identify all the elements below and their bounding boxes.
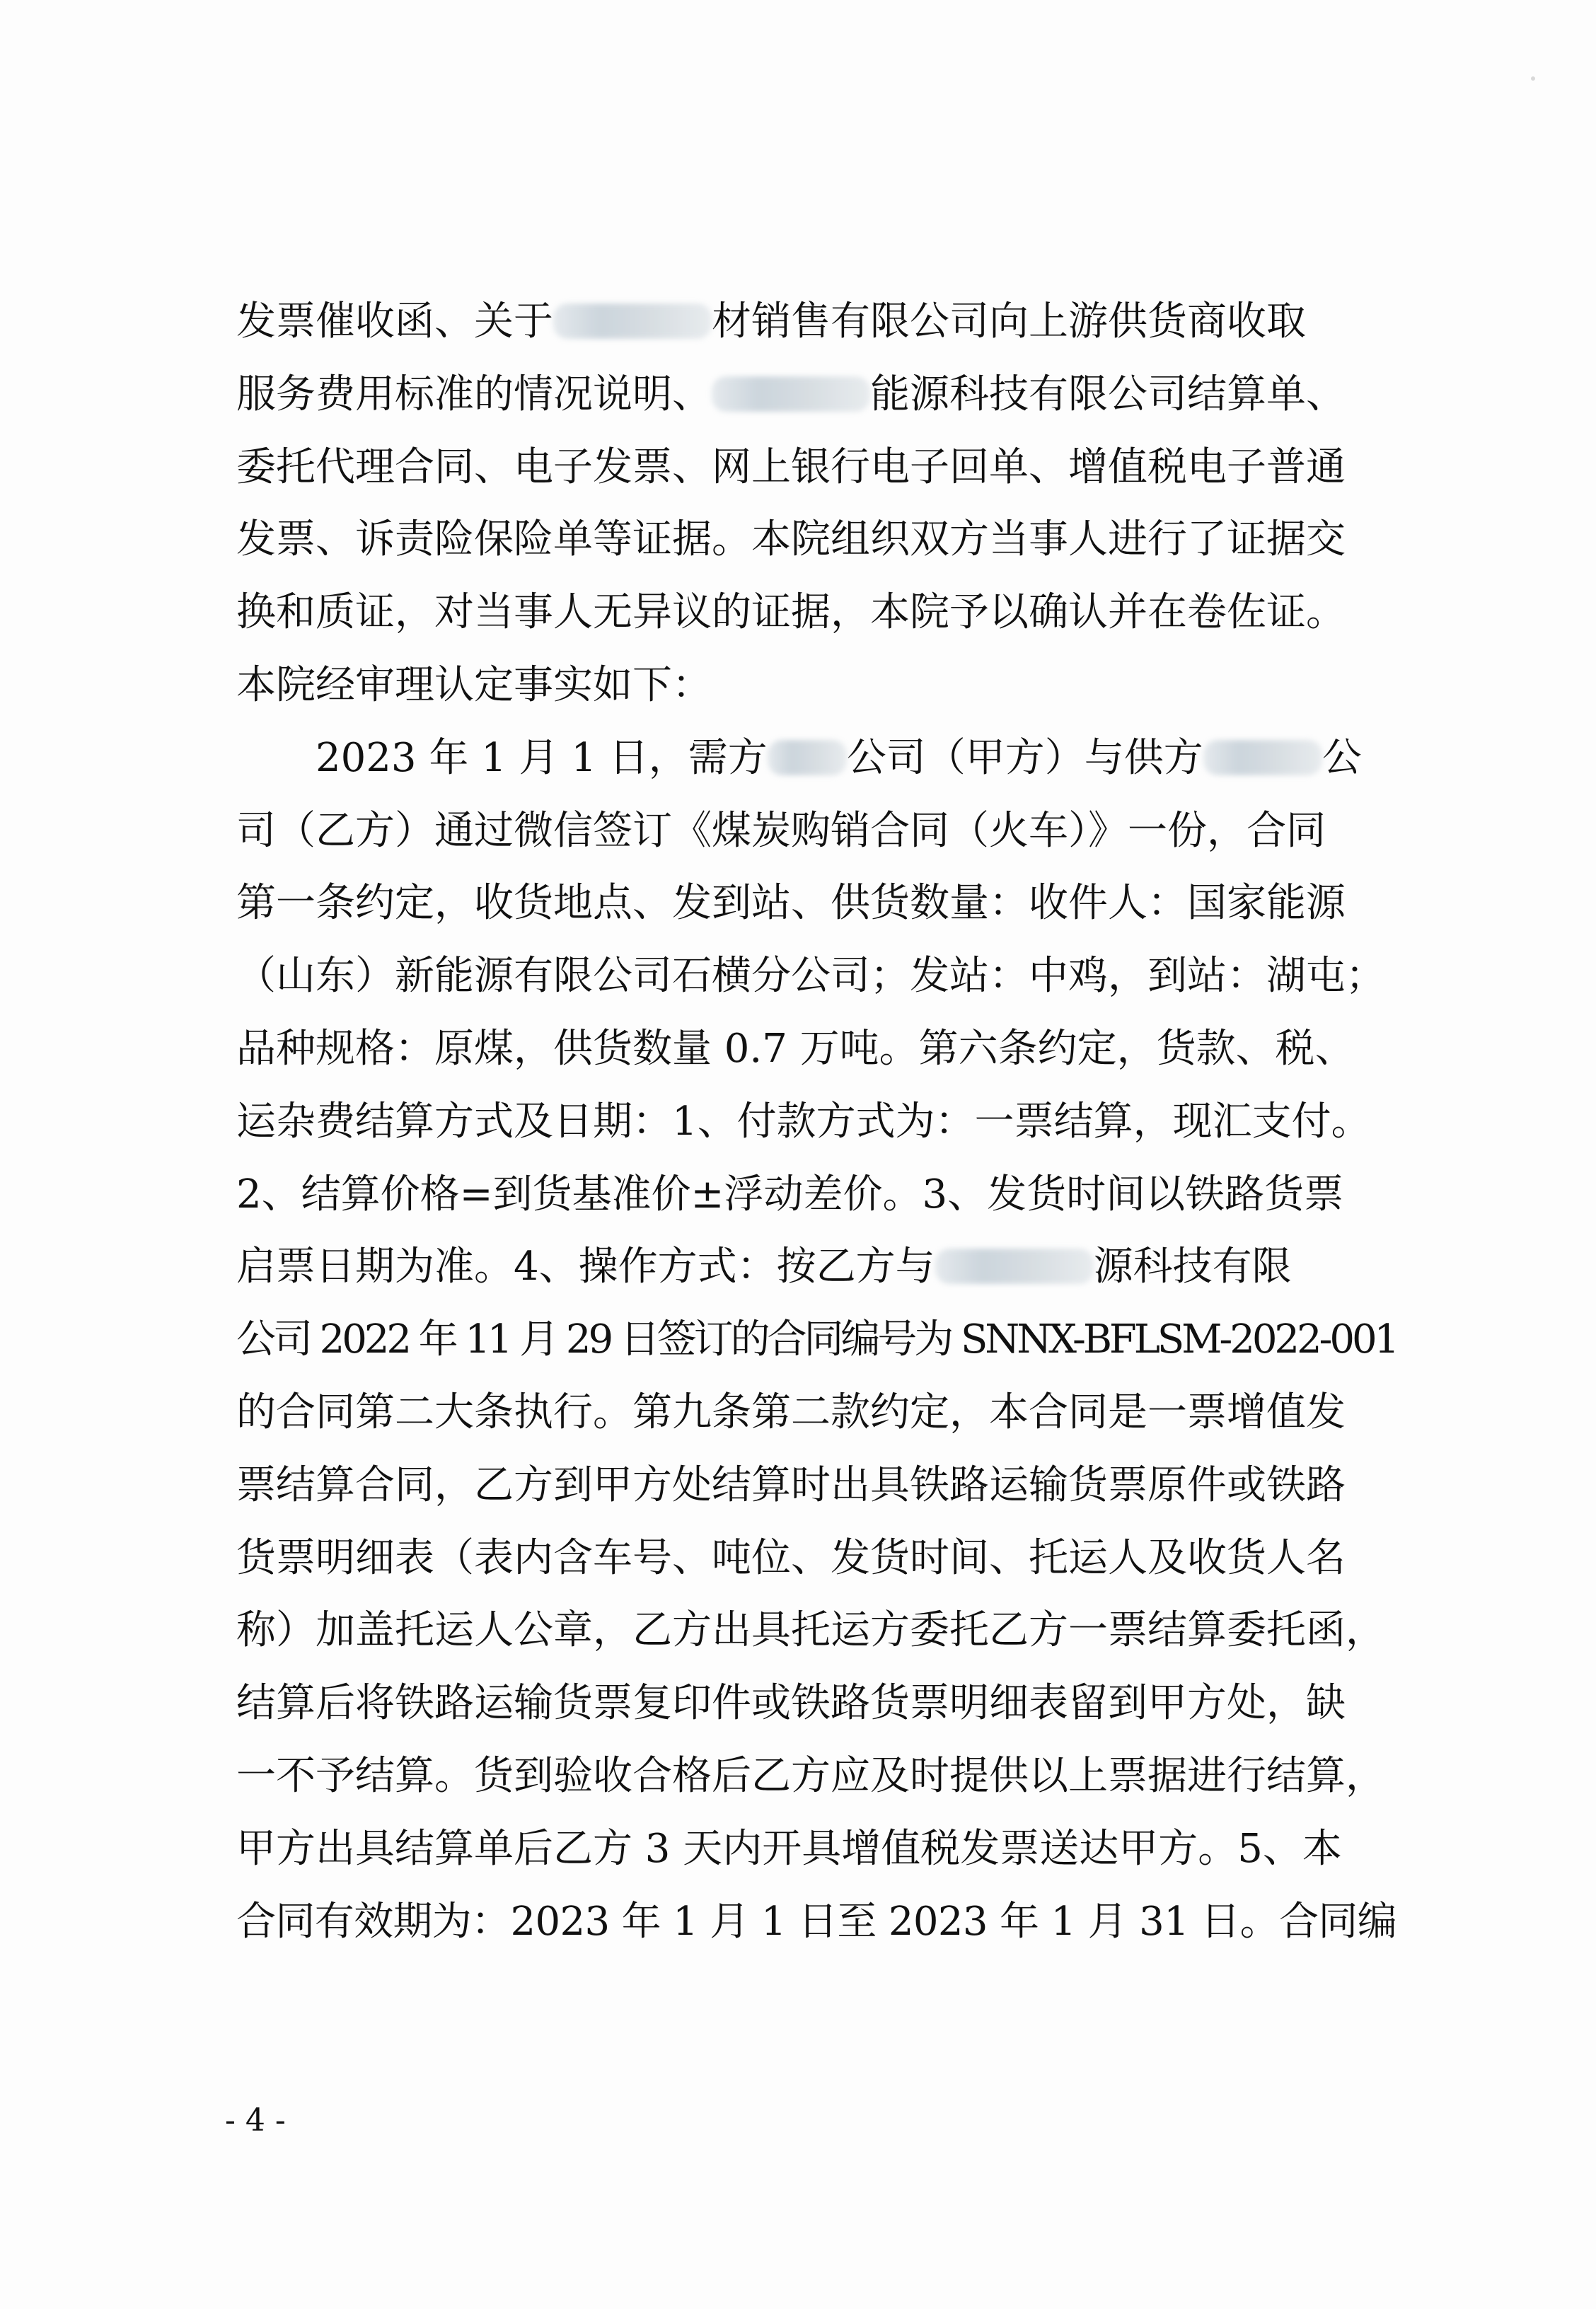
text-segment: 称）加盖托运人公章，乙方出具托运方委托乙方一票结算委托函， — [236, 1607, 1385, 1654]
text-segment: 换和质证，对当事人无异议的证据，本院予以确认并在卷佐证。 — [236, 589, 1346, 636]
text-segment: 甲方出具结算单后乙方 3 天内开具增值税发票送达甲方。5、本 — [236, 1825, 1342, 1872]
text-segment: 的合同第二大条执行。第九条第二款约定，本合同是一票增值发 — [236, 1389, 1346, 1435]
text-segment: 2023 年 1 月 1 日，需方 — [236, 734, 768, 781]
text-segment: 公 — [1322, 734, 1362, 781]
text-segment: 货票明细表（表内含车号、吨位、发货时间、托运人及收货人名 — [236, 1534, 1346, 1581]
text-segment: 运杂费结算方式及日期：1、付款方式为：一票结算，现汇支付。 — [236, 1098, 1371, 1145]
text-segment: 第一条约定，收货地点、发到站、供货数量：收件人：国家能源 — [236, 880, 1346, 927]
text-line — [236, 1013, 1396, 1086]
text-segment: 2、结算价格=到货基准价±浮动差价。3、发货时间以铁路货票 — [236, 1171, 1344, 1217]
text-segment: 公司（甲方）与供方 — [846, 734, 1203, 781]
text-segment: 发票催收函、关于 — [236, 299, 553, 345]
text-line — [236, 359, 1396, 432]
redacted-text — [935, 1249, 1094, 1284]
text-line — [236, 577, 1396, 649]
text-segment: 材销售有限公司向上游供货商收取 — [712, 299, 1306, 345]
text-segment: 启票日期为准。4、操作方式：按乙方与 — [236, 1244, 935, 1290]
text-segment: 本院经审理认定事实如下： — [236, 661, 712, 708]
text-line — [236, 1086, 1396, 1159]
text-line — [236, 1667, 1396, 1740]
text-segment: 司（乙方）通过微信签订《煤炭购销合同（火车）》一份，合同 — [236, 807, 1326, 854]
text-segment: 能源科技有限公司结算单、 — [870, 371, 1346, 417]
text-segment: （山东）新能源有限公司石横分公司；发站：中鸡，到站：湖屯； — [236, 953, 1385, 1000]
text-segment: 票结算合同，乙方到甲方处结算时出具铁路运输货票原件或铁路 — [236, 1462, 1346, 1508]
text-line — [236, 286, 1396, 359]
text-line — [236, 1522, 1396, 1595]
body-text — [236, 286, 1396, 1958]
redacted-text — [712, 376, 870, 412]
text-line — [236, 1449, 1396, 1522]
page-number: - 4 - — [225, 2102, 286, 2139]
text-line — [236, 1159, 1396, 1232]
scan-speck — [1531, 76, 1535, 81]
text-segment: 品种规格：原煤，供货数量 0.7 万吨。第六条约定，货款、税、 — [236, 1025, 1355, 1072]
text-segment: 发票、诉责险保险单等证据。本院组织双方当事人进行了证据交 — [236, 516, 1346, 563]
redacted-text — [553, 303, 712, 339]
text-line — [236, 795, 1396, 868]
text-line — [236, 1595, 1396, 1667]
text-line — [236, 940, 1396, 1013]
text-line — [236, 1231, 1396, 1304]
text-line — [236, 504, 1396, 577]
text-line — [236, 432, 1396, 504]
text-segment: 服务费用标准的情况说明、 — [236, 371, 712, 417]
text-line — [236, 1740, 1396, 1813]
text-segment: 委托代理合同、电子发票、网上银行电子回单、增值税电子普通 — [236, 444, 1346, 490]
redacted-text — [768, 740, 847, 775]
text-line — [236, 1377, 1396, 1449]
redacted-text — [1203, 740, 1322, 775]
text-segment: 源科技有限 — [1093, 1244, 1292, 1290]
text-segment: 公司 2022 年 11 月 29 日签订的合同编号为 SNNX-BFLSM-2022-001 — [236, 1316, 1396, 1363]
text-line — [236, 867, 1396, 940]
text-line — [236, 722, 1396, 795]
text-segment: 合同有效期为：2023 年 1 月 1 日至 2023 年 1 月 31 日。合同编 — [236, 1898, 1396, 1945]
text-line — [236, 1886, 1396, 1959]
text-line — [236, 1304, 1396, 1377]
text-line — [236, 649, 1396, 722]
text-segment: 一不予结算。货到验收合格后乙方应及时提供以上票据进行结算， — [236, 1752, 1385, 1799]
text-segment: 结算后将铁路运输货票复印件或铁路货票明细表留到甲方处，缺 — [236, 1680, 1346, 1727]
text-line — [236, 1813, 1396, 1886]
